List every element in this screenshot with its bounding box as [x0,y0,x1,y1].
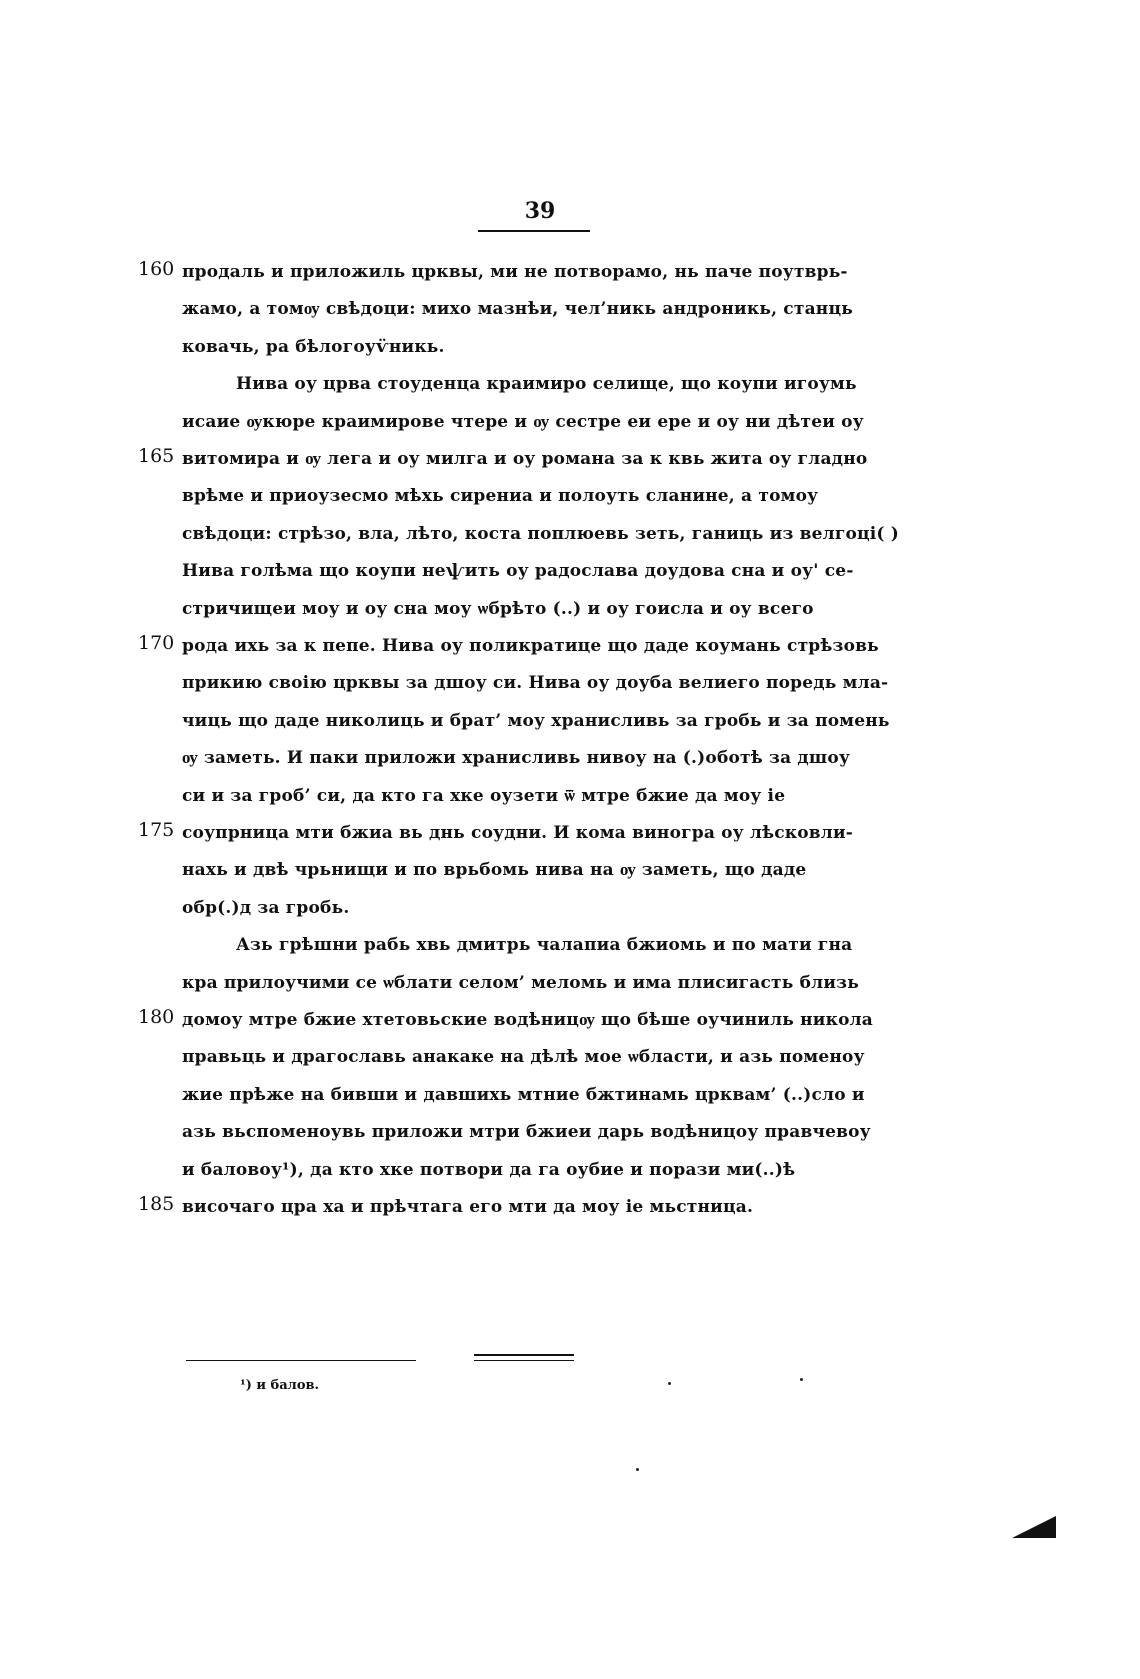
text-line: обр(.)д за гробь. [182,898,350,918]
text-line: стричищеи моу и оу сна моу ѡбрѣто (..) и оу гоисла и оу всего [182,599,814,619]
text-line: Нива оу црва стоуденца краимиро селище, що коупи игоумь [236,374,857,394]
text-line: азь вьспоменоувь приложи мтри бжиеи дарь водѣницоу правчевоу [182,1122,871,1142]
text-line: Нива голѣма що коупи неѱить оу радослава доудова сна и оу' се- [182,561,854,581]
corner-mark [1012,1516,1056,1538]
footnote-text: и балов. [256,1378,320,1393]
end-rule-second [474,1360,574,1361]
text-line: продаль и приложиль црквы, ми не потворамо, нь паче поутврь- [182,262,848,282]
text-line: витомира и ѹ лега и оу милга и оу романа за к квь жита оу гладно [182,449,868,469]
text-line: рода ихь за к пепе. Нива оу поликратице що даде коумань стрѣзовь [182,636,879,656]
text-line: Азь грѣшни рабь хвь дмитрь чалапиа бжиомь и по мати гна [236,935,853,955]
text-line: ѹ заметь. И паки приложи хранисливь нивоу на (.)оботѣ за дшоу [182,748,851,768]
text-line: домоу мтре бжие хтетовьские водѣницѹ що бѣше оучиниль никола [182,1010,874,1030]
text-line: ковачь, ра бѣлогоуѵ̈никь. [182,337,445,357]
end-rule [474,1354,574,1356]
speck [636,1468,639,1471]
line-number: 170 [138,632,175,654]
text-line: си и за гроб’ си, да кто га хке оузети ѿ мтре бжие да моу іе [182,786,786,806]
line-number: 175 [138,819,175,841]
text-line: височаго цра ха и прѣчтага его мти да моу іе мьстница. [182,1197,754,1217]
speck [668,1382,671,1385]
speck [800,1378,803,1381]
line-number: 185 [138,1193,175,1215]
text-line: и баловоу¹), да кто хке потвори да га оубие и порази ми(..)ѣ [182,1160,796,1180]
text-line: жамо, а томѹ свѣдоци: михо мазнѣи, чел’никь андроникь, станць [182,299,853,319]
line-number: 165 [138,445,175,467]
page-number-rule [478,230,590,232]
text-line: соупрница мти бжиа вь днь соудни. И кома виногра оу лѣсковли- [182,823,854,843]
page-number: 39 [524,198,556,224]
footnote-rule [186,1360,416,1361]
text-line: правьць и драгославь анакаке на дѣлѣ мое ѡбласти, и азь поменоу [182,1047,865,1067]
text-line: свѣдоци: стрѣзо, вла, лѣто, коста поплюевь зеть, ганиць из велгоці( ) [182,524,900,544]
text-line: кра прилоучими се ѡблати селом’ меломь и има плисигасть близь [182,973,859,993]
line-number: 160 [138,258,175,280]
footnote [240,1378,319,1393]
text-line: врѣме и приоузесмо мѣхь сирениа и полоуть сланине, а томоу [182,486,819,506]
text-line: чиць що даде николиць и брат’ моу хранисливь за гробь и за помень [182,711,890,731]
text-line: жие прѣже на бивши и давшихь мтние бжтинамь црквам’ (..)сло и [182,1085,865,1105]
line-number: 180 [138,1006,175,1028]
text-line: исаие ѹкюре краимирове чтере и ѹ сестре еи ере и оу ни дѣтеи оу [182,412,864,432]
text-line: нахь и двѣ чрьнищи и по врьбомь нива на ѹ заметь, що даде [182,860,807,880]
footnote-marker: ¹) [240,1378,252,1393]
text-line: прикию своiю црквы за дшоу си. Нива оу доуба велиего поредь мла- [182,673,889,693]
